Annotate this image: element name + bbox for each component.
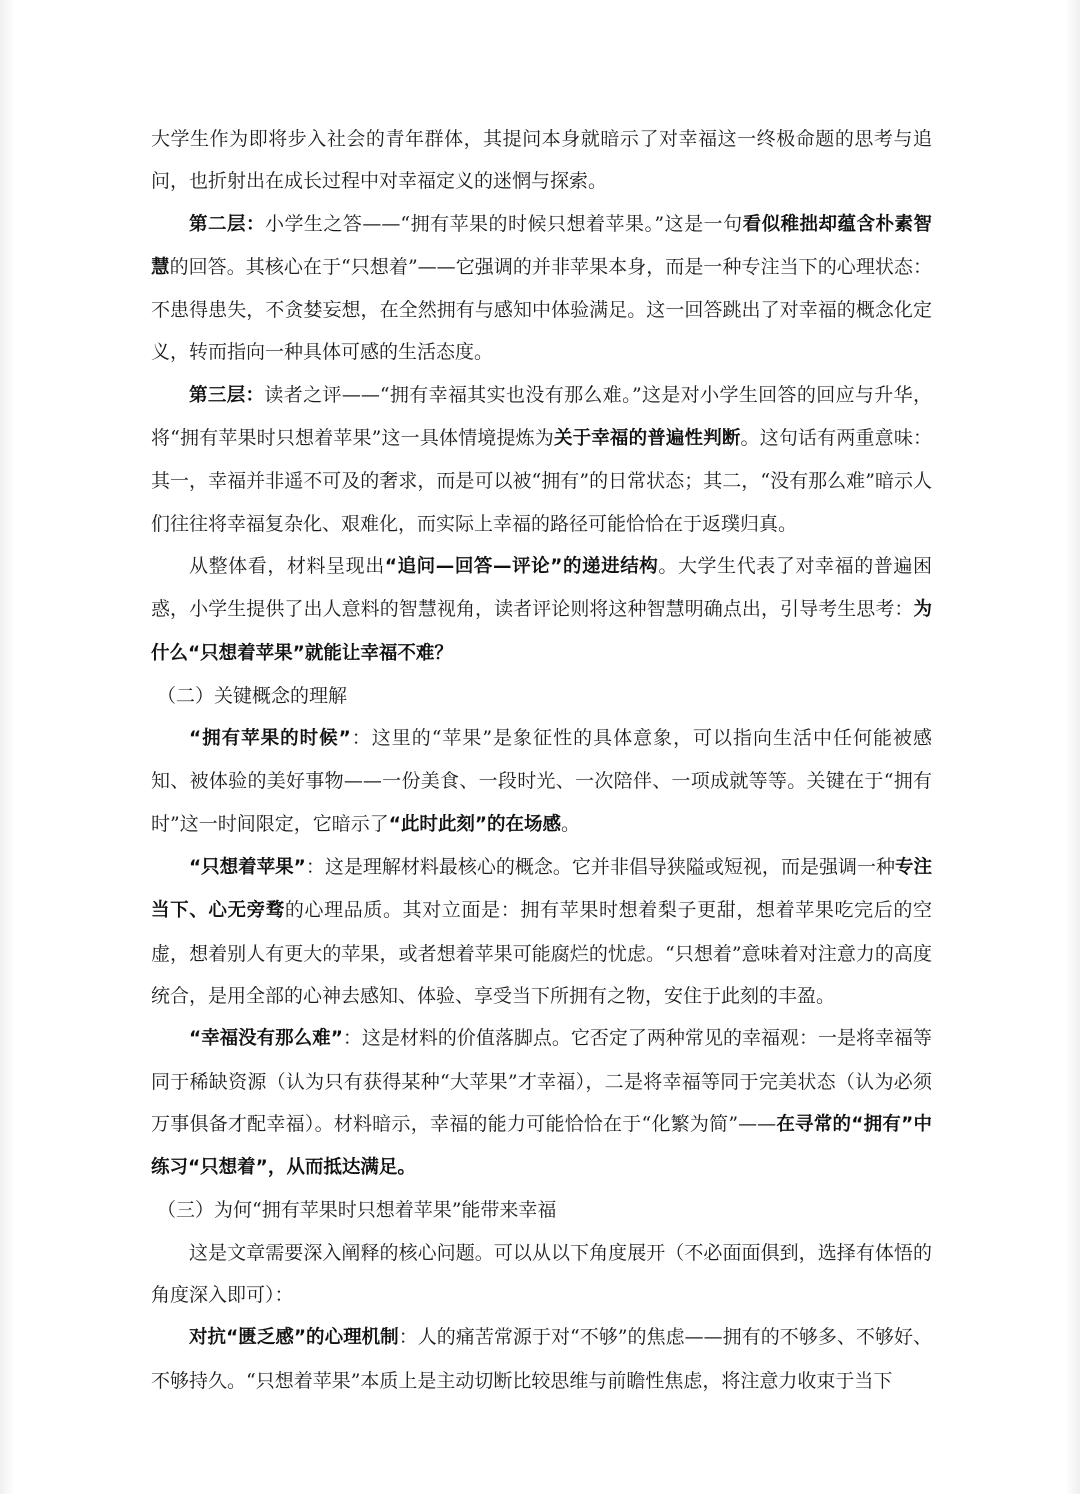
emphasis-question: 为什么“只想着苹果”就能让幸福不难？: [151, 599, 932, 664]
emphasis-text: 关于幸福的普遍性判断: [553, 428, 741, 450]
page-edge-left: [0, 0, 14, 1494]
paragraph-intro-continuation: 大学生作为即将步入社会的青年群体，其提问本身就暗示了对幸福这一终极命题的思考与追问，也折射出在成长过程中对幸福定义的迷惘与探索。: [151, 128, 932, 193]
layer-label: 第二层：: [189, 213, 265, 235]
section-heading-why-happiness: （三）为何“拥有苹果时只想着苹果”能带来幸福: [157, 1199, 557, 1222]
paragraph-concept-happiness-not-hard: “幸福没有那么难”：这是材料的价值落脚点。它否定了两种常见的幸福观：一是将幸福等同于稀缺资源（认为只有获得某种“大苹果”才幸福），二是将幸福等同于完美状态（认为必须万事俱备才配幸福）。材料暗示，幸福的能力可能恰恰在于“化繁为简”——在寻常的“拥有”中练习“只想着”，从而抵达满足。: [151, 1027, 932, 1179]
layer-label: 第三层：: [189, 384, 265, 406]
paragraph-scarcity-mechanism: 对抗“匮乏感”的心理机制：人的痛苦常源于对“不够”的焦虑——拥有的不够多、不够好、不够持久。“只想着苹果”本质上是主动切断比较思维与前瞻性焦虑，将注意力收束于当下: [151, 1326, 932, 1392]
section-heading-key-concepts: （二）关键概念的理解: [157, 684, 348, 707]
concept-term: “幸福没有那么难”: [189, 1028, 343, 1050]
paragraph-second-layer: 第二层：小学生之答——“拥有苹果的时候只想着苹果。”这是一句看似稚拙却蕴含朴素智慧的回答。其核心在于“只想着”——它强调的并非苹果本身，而是一种专注当下的心理状态：不患得患失，不贪婪妄想，在全然拥有与感知中体验满足。这一回答跳出了对幸福的概念化定义，转而指向一种具体可感的生活态度。: [151, 212, 932, 364]
emphasis-text: 专注当下、心无旁骛: [151, 857, 932, 922]
emphasis-text: “此时此刻”的在场感: [388, 813, 562, 835]
document-body: [151, 118, 932, 1402]
emphasis-text: 看似稚拙却蕴含朴素智慧: [151, 213, 932, 278]
concept-term: 对抗“匮乏感”的心理机制: [189, 1327, 399, 1349]
paragraph-concept-having-apple: “拥有苹果的时候”：这里的“苹果”是象征性的具体意象，可以指向生活中任何能被感知、被体验的美好事物——一份美食、一段时光、一次陪伴、一项成就等等。关键在于“拥有时”这一时间限定，它暗示了“此时此刻”的在场感。: [151, 727, 932, 835]
paragraph-overall-structure: 从整体看，材料呈现出“追问—回答—评论”的递进结构。大学生代表了对幸福的普遍困惑，小学生提供了出人意料的智慧视角，读者评论则将这种智慧明确点出，引导考生思考：为什么“只想着苹果”就能让幸福不难？: [151, 554, 932, 664]
concept-term: “拥有苹果的时候”: [189, 728, 351, 750]
paragraph-third-layer: 第三层：读者之评——“拥有幸福其实也没有那么难。”这是对小学生回答的回应与升华，将“拥有苹果时只想着苹果”这一具体情境提炼为关于幸福的普遍性判断。这句话有两重意味：其一，幸福并非遥不可及的奢求，而是可以被“拥有”的日常状态；其二，“没有那么难”暗示人们往往将幸福复杂化、艰难化，而实际上幸福的路径可能恰恰在于返璞归真。: [151, 383, 932, 535]
paragraph-core-question: 这是文章需要深入阐释的核心问题。可以从以下角度展开（不必面面俱到，选择有体悟的角度深入即可）：: [151, 1241, 932, 1307]
emphasis-text: “追问—回答—评论”的递进结构: [384, 555, 659, 577]
emphasis-text: 在寻常的“拥有”中练习“只想着”，从而抵达满足。: [151, 1113, 932, 1179]
page-edge-right: [1066, 0, 1080, 1494]
concept-term: “只想着苹果”: [189, 857, 306, 879]
paragraph-concept-only-thinking: “只想着苹果”：这是理解材料最核心的概念。它并非倡导狭隘或短视，而是强调一种专注当下、心无旁骛的心理品质。其对立面是：拥有苹果时想着梨子更甜，想着苹果吃完后的空虚，想着别人有更大的苹果，或者想着苹果可能腐烂的忧虑。“只想着”意味着对注意力的高度统合，是用全部的心神去感知、体验、享受当下所拥有之物，安住于此刻的丰盈。: [151, 856, 932, 1007]
